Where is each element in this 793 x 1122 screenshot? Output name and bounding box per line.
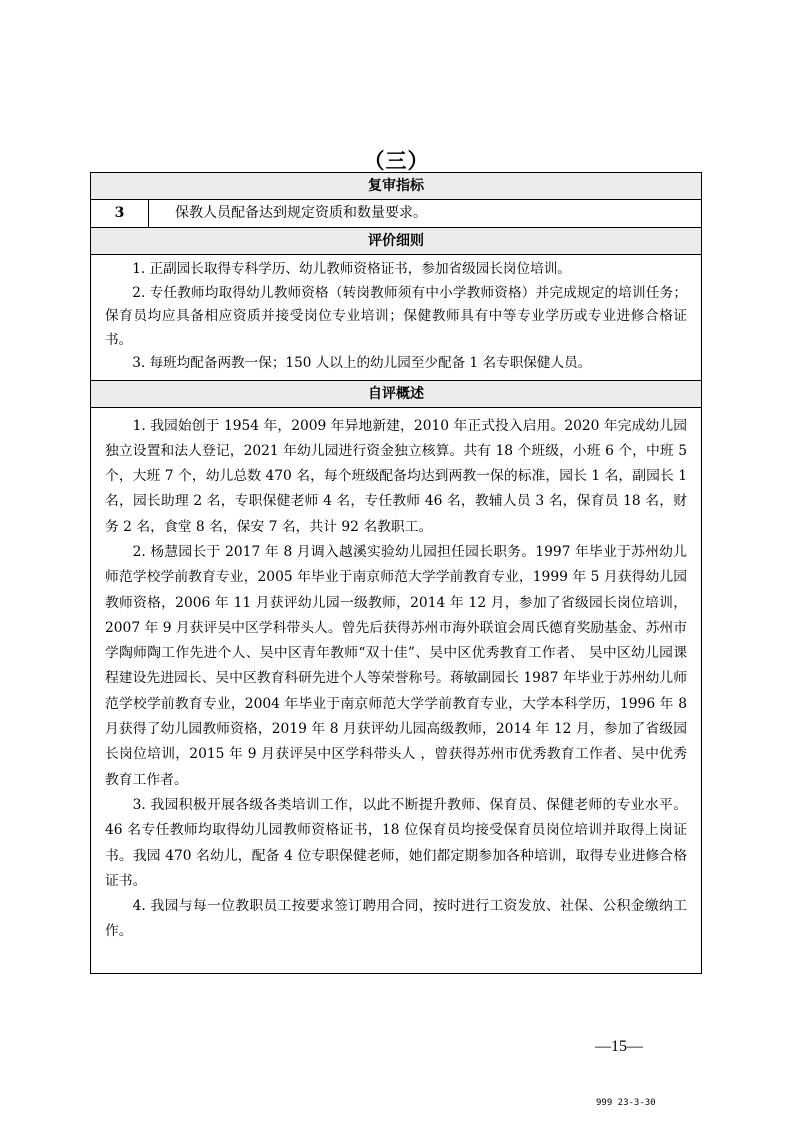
section-title: （三） xyxy=(363,148,430,173)
evaluation-details-body xyxy=(91,255,701,381)
evaluation-detail-item: 2. 专任教师均取得幼儿教师资格（转岗教师须有中小学教师资格）并完成规定的培训任务；保育员均应具备相应资质并接受岗位专业培训；保健教师具有中等专业学历或专业进修合格证书。 xyxy=(105,284,687,348)
review-index-header: 复审指标 xyxy=(91,173,701,200)
self-evaluation-paragraph: 3. 我园积极开展各级各类培训工作，以此不断提升教师、保育员、保健老师的专业水平。46 名专任教师均取得幼儿园教师资格证书，18 位保育员均接受保育员岗位培训并取得上岗证书。我园 470 名幼儿，配备 4 位专职保健老师，她们都定期参加各种培训，取得专业进修合格证书。 xyxy=(105,796,687,889)
self-evaluation-paragraph: 1. 我园始创于 1954 年，2009 年异地新建，2010 年正式投入启用。2020 年完成幼儿园独立设置和法人登记，2021 年幼儿园进行资金独立核算。共有 18 个班级，小班 6 个，中班 5 个，大班 7 个，幼儿总数 470 名，每个班级配备均达到两教一保的标准，园长 1 名，副园长 1 名，园长助理 2 名，专职保健老师 4 名，专任教师 46 名，教辅人员 3 名，保育员 18 名，财务 2 名，食堂 8 名，保安 7 名，共计 92 名教职工。 xyxy=(105,417,687,535)
page-number: —15— xyxy=(595,1038,643,1055)
evaluation-detail-item: 1. 正副园长取得专科学历、幼儿教师资格证书，参加省级园长岗位培训。 xyxy=(132,261,571,277)
self-evaluation-paragraph: 2. 杨慧园长于 2017 年 8 月调入越溪实验幼儿园担任园长职务。1997 年毕业于苏州幼儿师范学校学前教育专业，2005 年毕业于南京师范大学学前教育专业，1999 年 5 月获得幼儿园教师资格，2006 年 11 月获评幼儿园一级教师，2014 年 12 月，参加了省级园长岗位培训，2007 年 9 月获评吴中区学科带头人。曾先后获得苏州市海外联谊会周氏德育奖励基金、苏州市学陶师陶工作先进个人、吴中区青年教师“双十佳”、吴中区优秀教育工作者、 吴中区幼儿园课程建设先进园长、吴中区教育科研先进个人等荣誉称号。蒋敏副园长 1987 年毕业于苏州幼儿师范学校学前教育专业，2004 年毕业于南京师范大学学前教育专业，大学本科学历，1996 年 8 月获得了幼儿园教师资格，2019 年 8 月获评幼儿园高级教师，2014 年 12 月，参加了省级园长岗位培训，2015 年 9 月获评吴中区学科带头人 ，曾获得苏州市优秀教育工作者、吴中优秀教育工作者。 xyxy=(105,543,687,788)
review-index-row xyxy=(91,200,701,228)
review-index-number: 3 xyxy=(91,200,149,227)
self-evaluation-header: 自评概述 xyxy=(91,381,701,408)
evaluation-detail-item: 3. 每班均配备两教一保；150 人以上的幼儿园至少配备 1 名专职保健人员。 xyxy=(132,355,592,371)
review-table xyxy=(90,172,702,974)
print-stamp: 999 23-3-30 xyxy=(596,1098,656,1108)
self-evaluation-body xyxy=(91,408,701,973)
self-evaluation-paragraph: 4. 我园与每一位教职员工按要求签订聘用合同，按时进行工资发放、社保、公积金缴纳工作。 xyxy=(105,898,687,940)
review-index-text: 保教人员配备达到规定资质和数量要求。 xyxy=(175,205,427,221)
evaluation-details-header: 评价细则 xyxy=(91,228,701,255)
